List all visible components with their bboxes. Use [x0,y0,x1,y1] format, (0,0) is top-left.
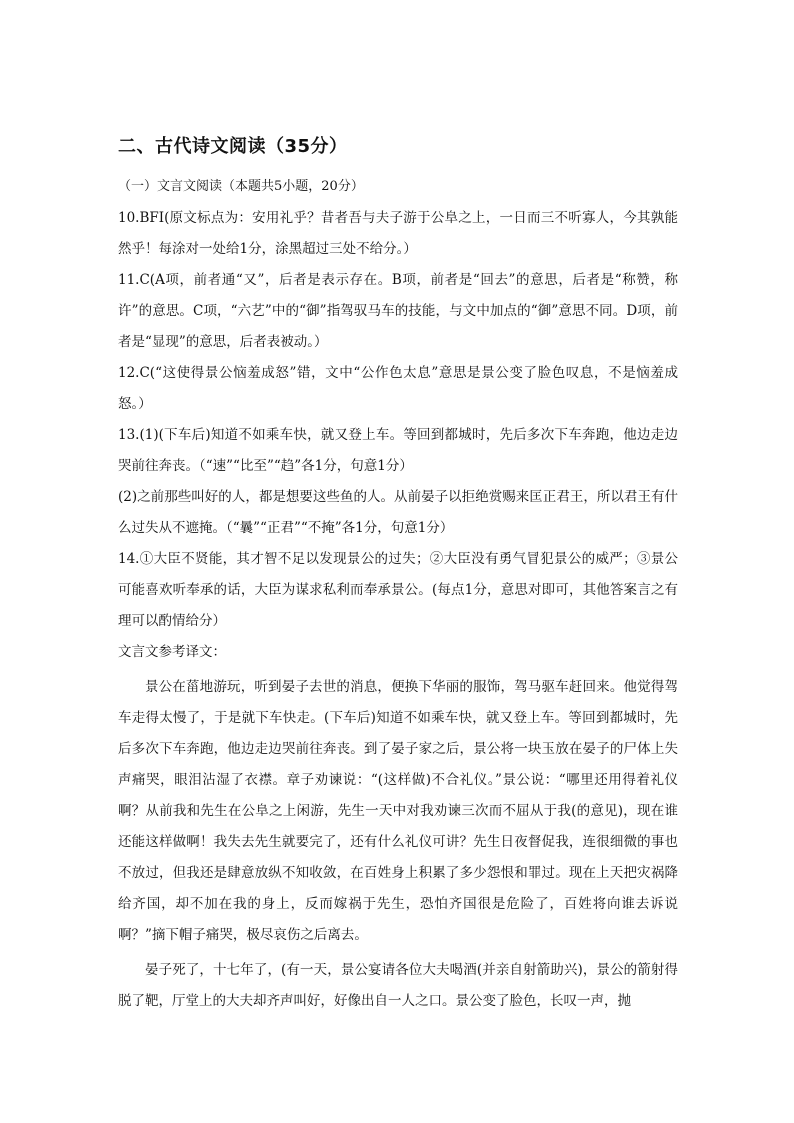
subsection-title: （一）文言文阅读（本题共5小题，20分） [118,179,364,194]
answer-11: 11.C(A项，前者通“又”，后者是表示存在。B项，前者是“回去”的意思，后者是“称赞，称许”的意思。C项，“六艺”中的“御”指驾驭马车的技能，与文中加点的“御”意思不同。D项，前者是“显现”的意思，后者表被动。） [118,272,678,350]
translation-heading: 文言文参考译文： [118,644,226,660]
translation-paragraph-1: 景公在菑地游玩，听到晏子去世的消息，便换下华丽的服饰，驾马驱车赶回来。他觉得驾车走得太慢了，于是就下车快走。(下车后)知道不如乘车快，就又登上车。等回到都城时，先后多次下车奔跑，他边走边哭前往奔丧。到了晏子家之后，景公将一块玉放在晏子的尸体上失声痛哭，眼泪沾湿了衣襟。章子劝谏说：“(这样做)不合礼仪。”景公说：“哪里还用得着礼仪啊？从前我和先生在公阜之上闲游，先生一天中对我劝谏三次而不屈从于我(的意见)，现在谁还能这样做啊！我失去先生就要完了，还有什么礼仪可讲？先生日夜督促我，连很细微的事也不放过，但我还是肆意放纵不知收敛，在百姓身上积累了多少怨恨和罪过。现在上天把灾祸降给齐国，却不加在我的身上，反而嫁祸于先生，恐怕齐国很是危险了，百姓将向谁去诉说啊？”摘下帽子痛哭，极尽哀伤之后离去。 [118,679,678,943]
answer-14: 14.①大臣不贤能，其才智不足以发现景公的过失；②大臣没有勇气冒犯景公的威严；③景公可能喜欢听奉承的话，大臣为谋求私利而奉承景公。(每点1分，意思对即可，其他答案言之有理可以酌情给分） [118,551,678,629]
answer-13-1: 13.(1)(下车后)知道不如乘车快，就又登上车。等回到都城时，先后多次下车奔跑，他边走边哭前往奔丧。（“速”“比至”“趋”各1分，句意1分） [118,427,678,474]
answer-12: 12.C(“这使得景公恼羞成怒”错，文中“公作色太息”意思是景公变了脸色叹息，不是恼羞成怒。） [118,365,678,412]
document-body [118,130,678,1017]
answer-13-2: (2)之前那些叫好的人，都是想要这些鱼的人。从前晏子以拒绝赏赐来匡正君王，所以君王有什么过失从不遮掩。（“曩”“正君”“不掩”各1分，句意1分） [118,489,678,536]
section-title: 二、古代诗文阅读（35分） [118,136,348,157]
answer-10: 10.BFI(原文标点为：安用礼乎？昔者吾与夫子游于公阜之上，一日而三不听寡人，今其孰能然乎！每涂对一处给1分，涂黑超过三处不给分。） [118,210,678,257]
translation-paragraph-2: 晏子死了，十七年了，(有一天，景公宴请各位大夫喝酒(并亲自射箭助兴)，景公的箭射得脱了靶，厅堂上的大夫却齐声叫好，好像出自一人之口。景公变了脸色，长叹一声，抛 [118,962,678,1009]
